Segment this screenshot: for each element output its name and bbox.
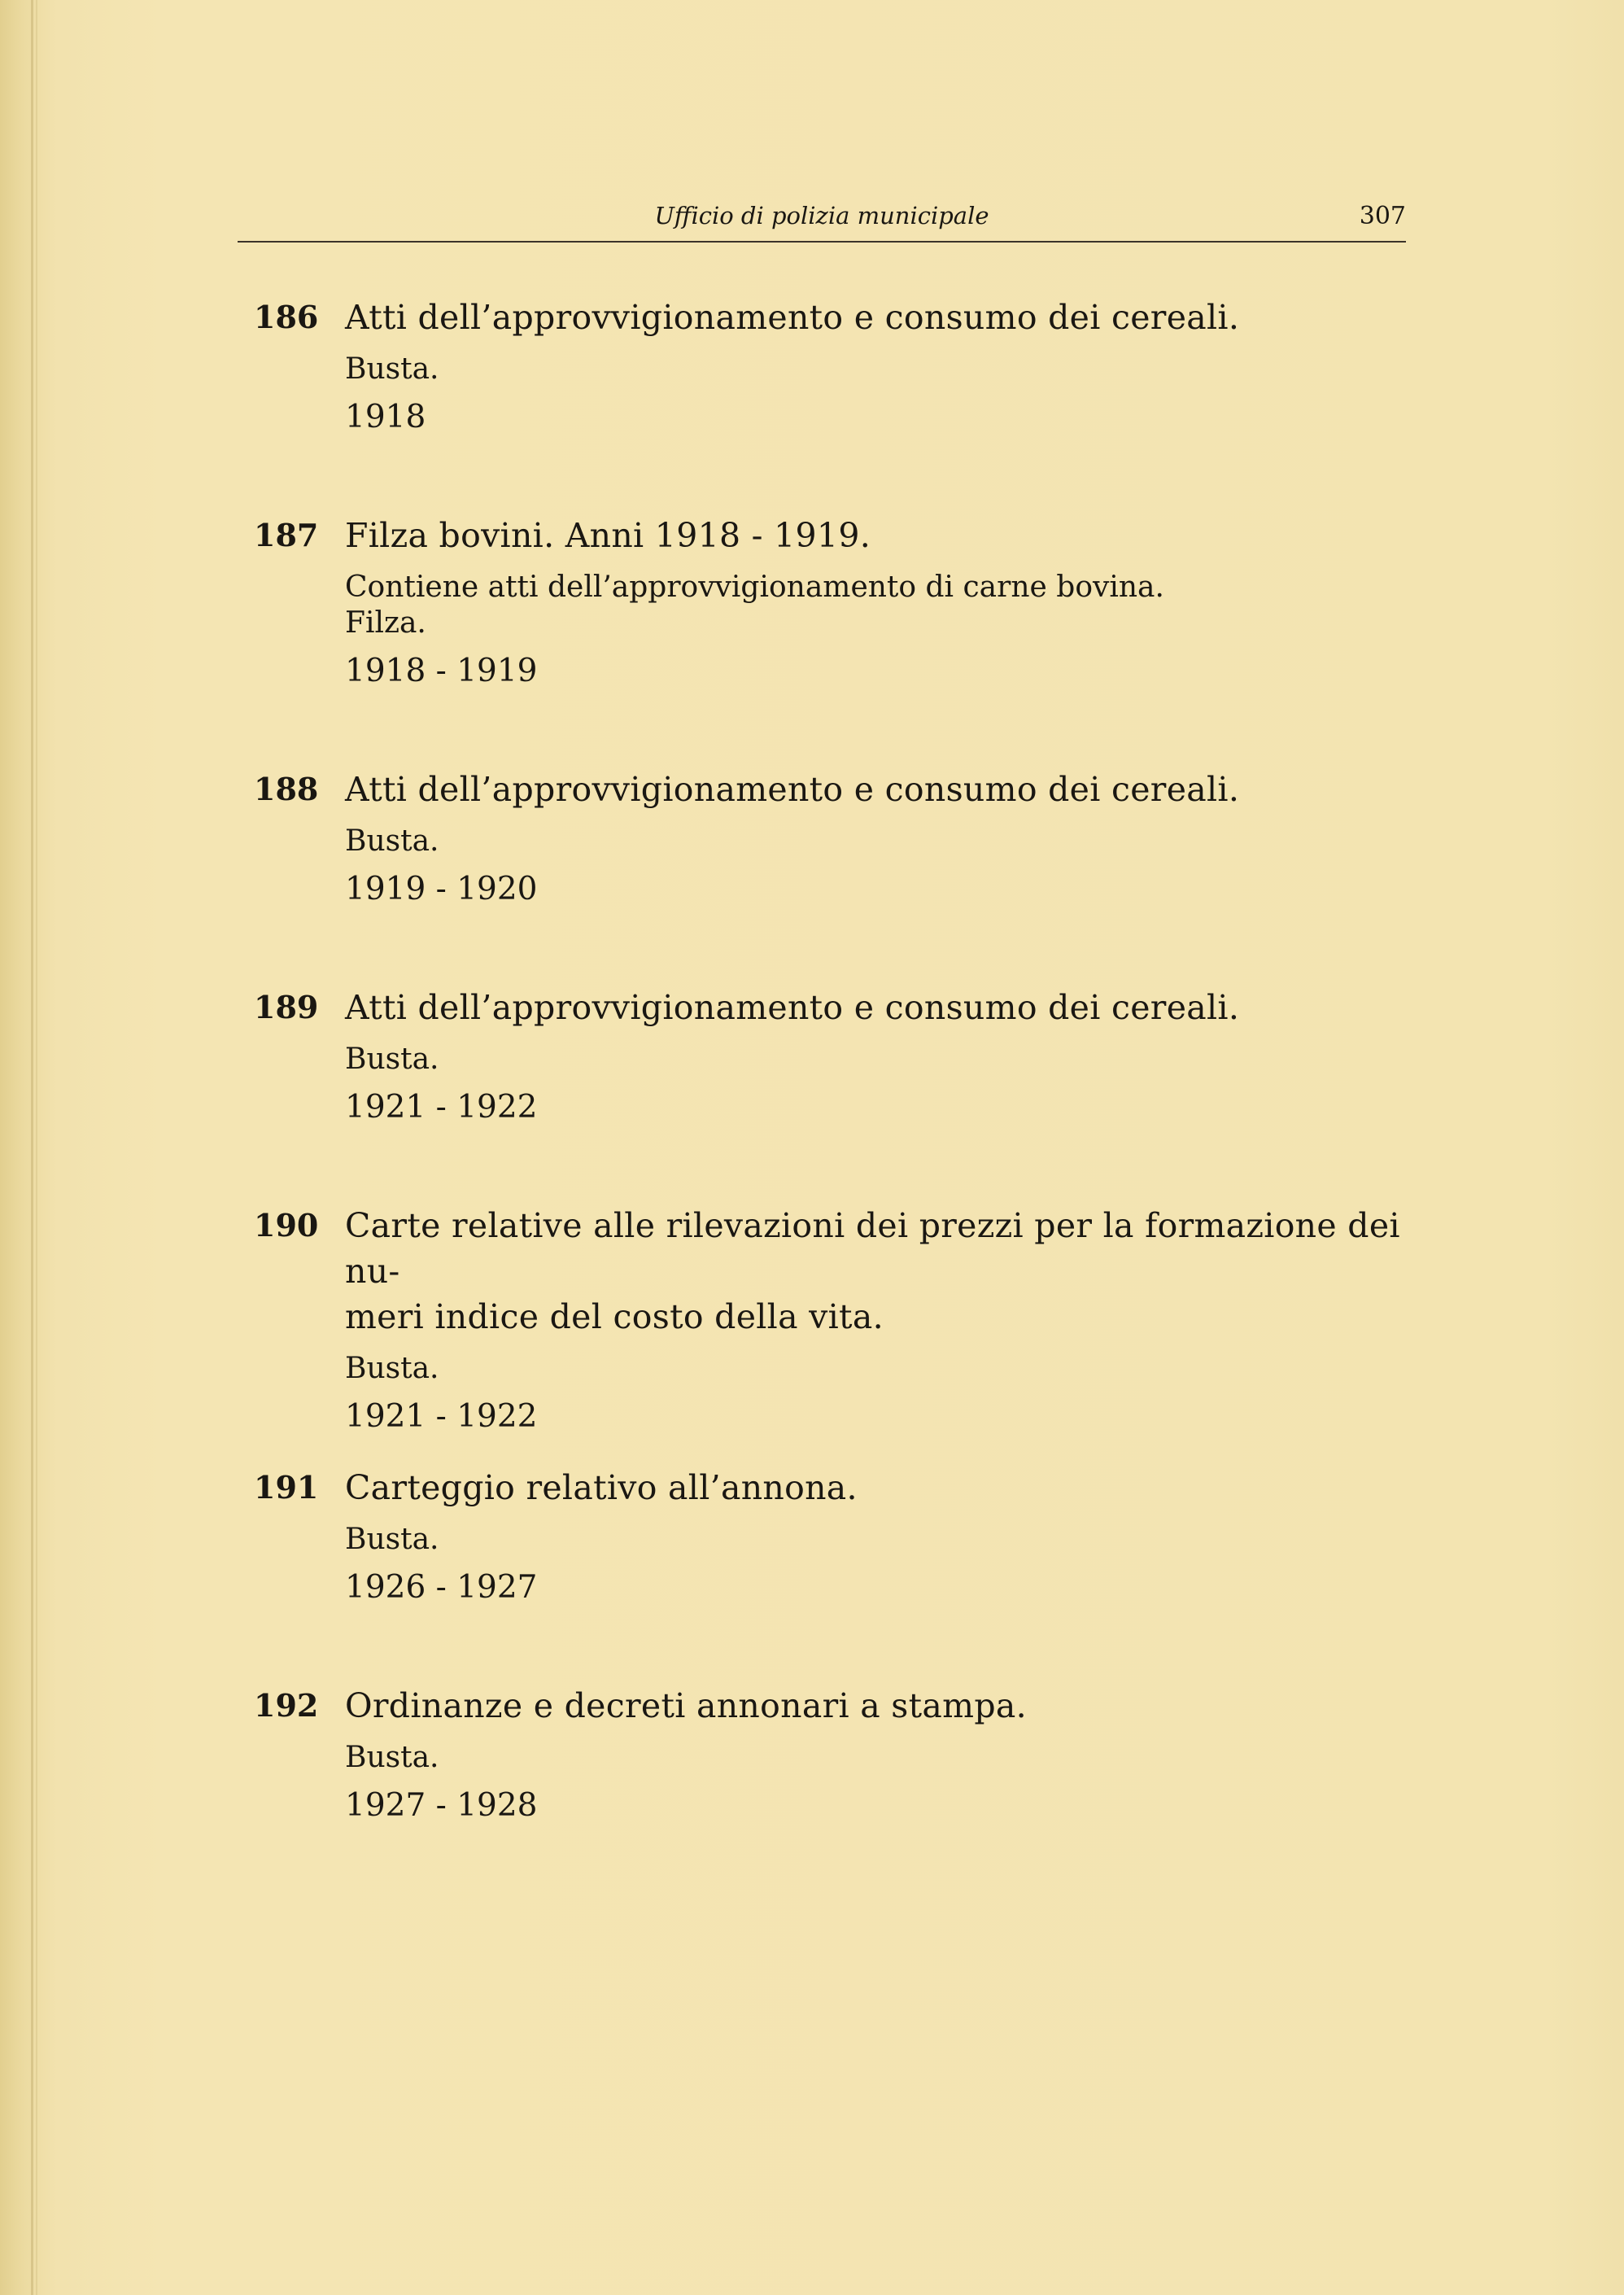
entry-title: Filza bovini. Anni 1918 - 1919. xyxy=(345,516,871,555)
entry-body xyxy=(345,295,1403,438)
entry-note: Contiene atti dell’approvvigionamento di carne bovina. xyxy=(345,570,1164,604)
entry-title: Carteggio relativo all’annona. xyxy=(345,1468,858,1507)
entry-number: 188 xyxy=(254,771,319,807)
entry-dates: 1927 - 1928 xyxy=(345,1787,538,1824)
binding-gutter xyxy=(31,0,33,2295)
entry-unit: Busta. xyxy=(345,1352,439,1385)
entry-title-line: meri indice del costo della vita. xyxy=(345,1297,884,1336)
running-head xyxy=(238,202,1406,241)
entry-title: Atti dell’approvvigionamento e consumo dei cereali. xyxy=(345,298,1240,337)
page-number: 307 xyxy=(1359,202,1406,230)
entry-unit: Filza. xyxy=(345,606,426,640)
entry-unit: Busta. xyxy=(345,1741,439,1774)
entry-number: 192 xyxy=(254,1687,319,1724)
entry-number: 190 xyxy=(254,1207,319,1244)
entry-dates: 1921 - 1922 xyxy=(345,1089,538,1126)
entry-number: 186 xyxy=(254,299,319,335)
entry-body xyxy=(345,1203,1403,1437)
entry-number: 191 xyxy=(254,1469,319,1506)
entry-body xyxy=(345,1683,1403,1826)
entry-dates: 1918 xyxy=(345,399,426,435)
entry-dates: 1919 - 1920 xyxy=(345,871,538,907)
entry-body xyxy=(345,767,1403,910)
entry-body xyxy=(345,985,1403,1128)
entry-number: 189 xyxy=(254,989,319,1025)
entry-body xyxy=(345,1465,1403,1608)
binding-gutter-shadow xyxy=(36,0,37,2295)
entry-number: 187 xyxy=(254,517,319,553)
header-rule xyxy=(238,241,1406,243)
entry-title: Atti dell’approvvigionamento e consumo dei cereali. xyxy=(345,770,1240,809)
entry-unit: Busta. xyxy=(345,1043,439,1076)
entry-unit: Busta. xyxy=(345,352,439,386)
entry-body xyxy=(345,513,1403,692)
entry-title: Atti dell’approvvigionamento e consumo dei cereali. xyxy=(345,988,1240,1027)
running-head-title: Ufficio di polizia municipale xyxy=(654,202,989,230)
entry-dates: 1918 - 1919 xyxy=(345,653,538,689)
entry-unit: Busta. xyxy=(345,1523,439,1556)
entry-title: Ordinanze e decreti annonari a stampa. xyxy=(345,1686,1027,1725)
entry-title-line: Carte relative alle rilevazioni dei prezzi per la formazione dei nu- xyxy=(345,1206,1400,1291)
entry-dates: 1926 - 1927 xyxy=(345,1569,538,1606)
entry-dates: 1921 - 1922 xyxy=(345,1398,538,1435)
entry-unit: Busta. xyxy=(345,824,439,858)
